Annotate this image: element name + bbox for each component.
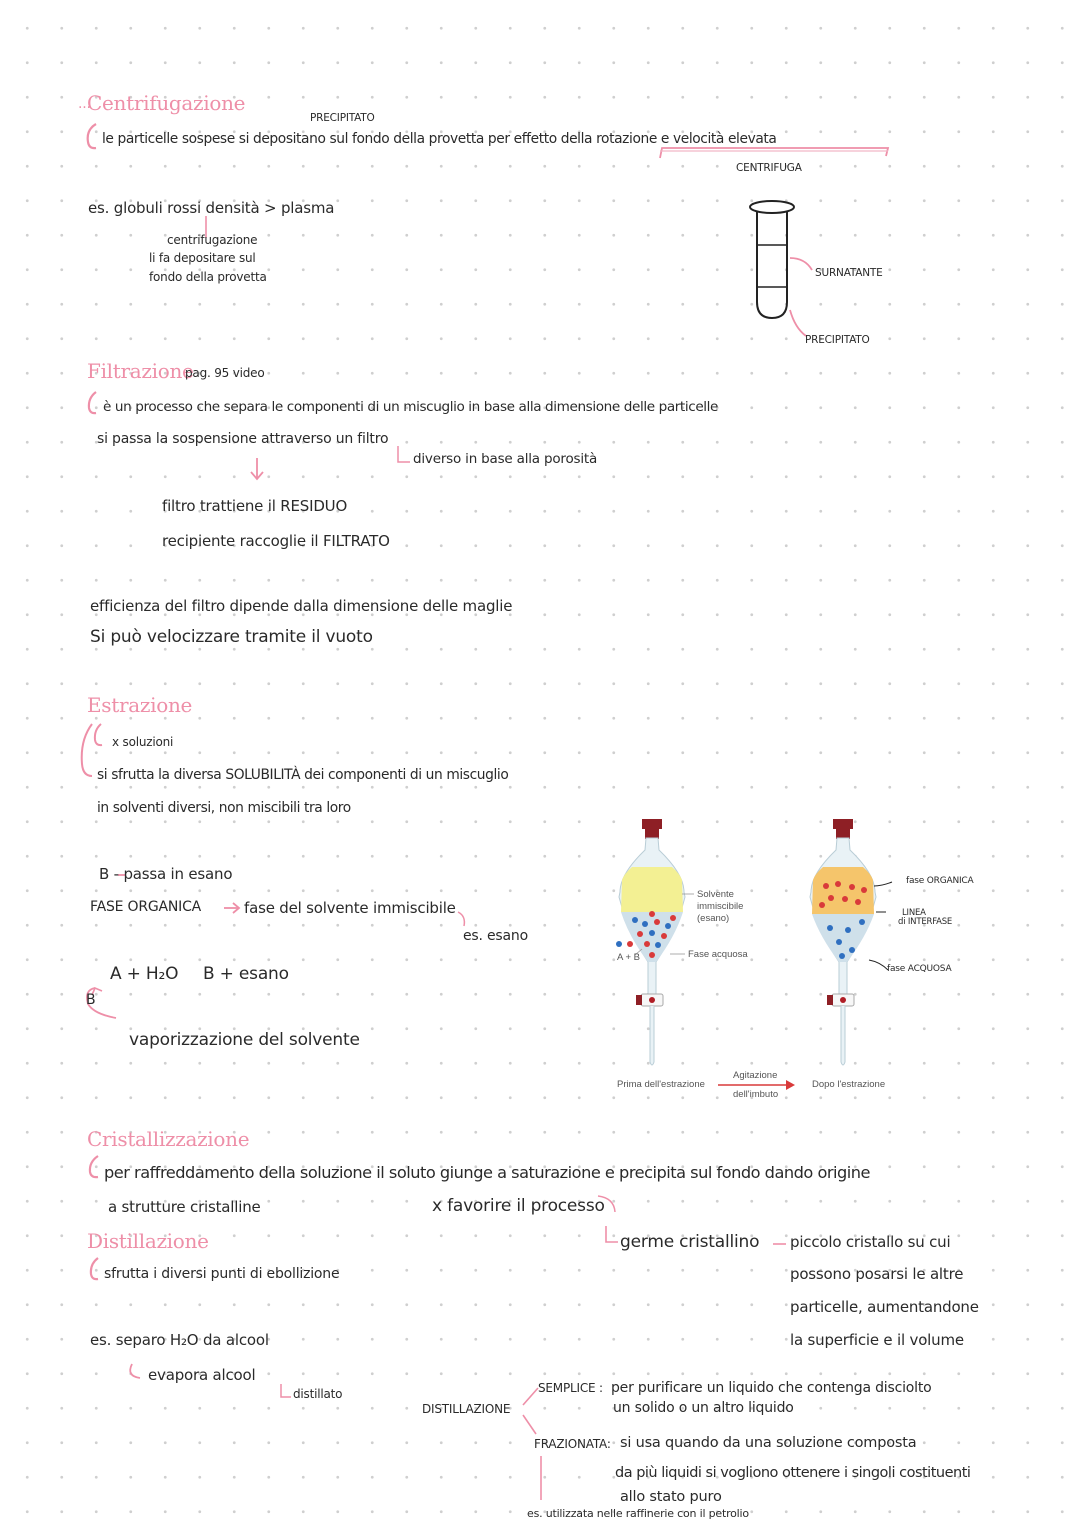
semplice-label: SEMPLICE :	[538, 1381, 603, 1395]
branch-down	[523, 1415, 536, 1434]
prima-label: Prima dell'estrazione	[617, 1079, 705, 1090]
filtrazione-line2: si passa la sospensione attraverso un filtro	[97, 431, 389, 447]
filtrazione-ref: pag. 95 video	[185, 366, 265, 380]
linea-interfase-1: LINEA	[902, 908, 926, 918]
efficiency-line: efficienza del filtro dipende dalla dimensione delle maglie	[90, 597, 513, 615]
dopo-label: Dopo l'estrazione	[812, 1079, 886, 1090]
centrifugazione-definition: le particelle sospese si depositano sul fondo della provetta per effetto della rotazione e velocità elevata	[102, 131, 777, 147]
semplice-text-2: un solido o un altro liquido	[613, 1400, 794, 1416]
b-passa-line: B - passa in esano	[99, 865, 233, 883]
estrazione-line1: si sfrutta la diversa SOLUBILITÀ dei componenti di un miscuglio	[97, 767, 509, 783]
solvente-label-3: (esano)	[697, 913, 730, 924]
distillazione-example: es. separo H₂O da alcool	[90, 1331, 269, 1349]
es-esano: es. esano	[463, 928, 528, 944]
evapora-alcool: evapora alcool	[148, 1366, 256, 1384]
test-tube-diagram	[750, 201, 812, 336]
germe-cristallino: germe cristallino	[620, 1232, 760, 1252]
porosity-bracket	[398, 446, 410, 462]
residuo-line: filtro trattiene il RESIDUO	[162, 497, 348, 515]
centrifuga-label: CENTRIFUGA	[736, 162, 802, 174]
germe-def-4: la superficie e il volume	[790, 1331, 964, 1349]
cristallizzazione-line1: per raffreddamento della soluzione il soluto giunge a saturazione e precipita sul fondo dando origine	[104, 1163, 871, 1182]
frazionata-label: FRAZIONATA:	[534, 1437, 611, 1451]
evapora-arrow	[130, 1364, 140, 1378]
semplice-text-1: per purificare un liquido che contenga disciolto	[611, 1380, 932, 1396]
distillazione-label: DISTILLAZIONE	[422, 1402, 511, 1416]
heading-centrifugazione: Centrifugazione	[87, 91, 246, 115]
agitazione-label: Agitazione	[733, 1070, 778, 1081]
vacuum-line: Si può velocizzare tramite il vuoto	[90, 627, 373, 647]
fase-organica-handwritten: fase ORGANICA	[906, 876, 974, 886]
heading-bracket	[88, 124, 96, 148]
heading-distillazione: Distillazione	[87, 1229, 209, 1253]
imbuto-label: dell'imbuto	[733, 1089, 779, 1100]
frazionata-text-2: da più liquidi si vogliono ottenere i singoli costituenti	[615, 1465, 971, 1481]
raffinerie-note: es. utilizzata nelle raffinerie con il petrolio	[527, 1507, 749, 1520]
germe-bracket	[606, 1226, 618, 1242]
heading-bracket	[95, 724, 102, 745]
distillato-label: distillato	[293, 1387, 343, 1401]
heading-bracket	[91, 1258, 98, 1279]
heading-filtrazione: Filtrazione	[87, 359, 194, 383]
heading-cristallizzazione: Cristallizzazione	[87, 1127, 250, 1151]
a-b-label: A + B	[617, 952, 640, 963]
distillazione-line1: sfrutta i diversi punti di ebollizione	[104, 1266, 340, 1282]
fase-acquosa-label: Fase acquosa	[688, 949, 748, 960]
heading-bracket	[82, 724, 92, 776]
germe-def-3: particelle, aumentandone	[790, 1298, 979, 1316]
globuli-example: es. globuli rossi densità > plasma	[88, 199, 335, 217]
surnatante-label: SURNATANTE	[815, 267, 883, 279]
funnel-illustration	[590, 812, 925, 1112]
cristallizzazione-line2: a strutture cristalline	[108, 1198, 261, 1216]
separatory-funnel-figure	[590, 812, 974, 1112]
filtrazione-definition: è un processo che separa le componenti di un miscuglio in base alla dimensione delle particelle	[103, 399, 718, 415]
filtrato-line: recipiente raccoglie il FILTRATO	[162, 532, 390, 550]
centrifugazione-note-1: centrifugazione	[167, 233, 258, 247]
fase-organica-label: FASE ORGANICA	[90, 899, 202, 915]
ellipsis-prefix: ...	[78, 96, 91, 112]
favorire-processo: x favorire il processo	[432, 1196, 605, 1216]
heading-estrazione: Estrazione	[87, 693, 193, 717]
esano-hook	[458, 912, 464, 926]
germe-def-2: possono posarsi le altre	[790, 1265, 964, 1283]
b-esano: B + esano	[203, 964, 289, 984]
precipitato-label: PRECIPITATO	[805, 334, 870, 346]
frazionata-text-1: si usa quando da una soluzione composta	[620, 1435, 917, 1451]
solvente-label-2: immiscibile	[697, 901, 744, 912]
a-h2o: A + H₂O	[110, 964, 179, 984]
solvente-label-1: Solvente	[697, 889, 734, 900]
linea-interfase-2: di INTERFASE	[898, 917, 953, 927]
arrow-right-icon	[224, 903, 239, 913]
fase-acquosa-handwritten: fase ACQUOSA	[887, 964, 952, 974]
branch-up	[523, 1388, 538, 1405]
centrifugazione-note-3: fondo della provetta	[149, 270, 267, 284]
germe-def-1: piccolo cristallo su cui	[790, 1233, 951, 1251]
arrow-down-icon	[251, 458, 263, 479]
x-soluzioni: x soluzioni	[112, 735, 174, 749]
distillato-bracket	[281, 1384, 291, 1397]
b-subscript-glyph: B	[86, 992, 96, 1008]
heading-bracket	[89, 392, 96, 413]
rotazione-underline	[660, 148, 888, 158]
vaporizzazione-line: vaporizzazione del solvente	[129, 1030, 360, 1050]
heading-bracket	[90, 1156, 98, 1177]
porosity-note: diverso in base alla porosità	[413, 451, 598, 467]
fase-organica-def: fase del solvente immiscibile	[244, 899, 456, 917]
precipitato-note: PRECIPITATO	[310, 112, 375, 124]
centrifugazione-note-2: li fa depositare sul	[149, 251, 256, 265]
estrazione-line2: in solventi diversi, non miscibili tra loro	[97, 800, 351, 816]
funnel-after	[810, 819, 876, 1065]
frazionata-text-3: allo stato puro	[620, 1489, 722, 1505]
